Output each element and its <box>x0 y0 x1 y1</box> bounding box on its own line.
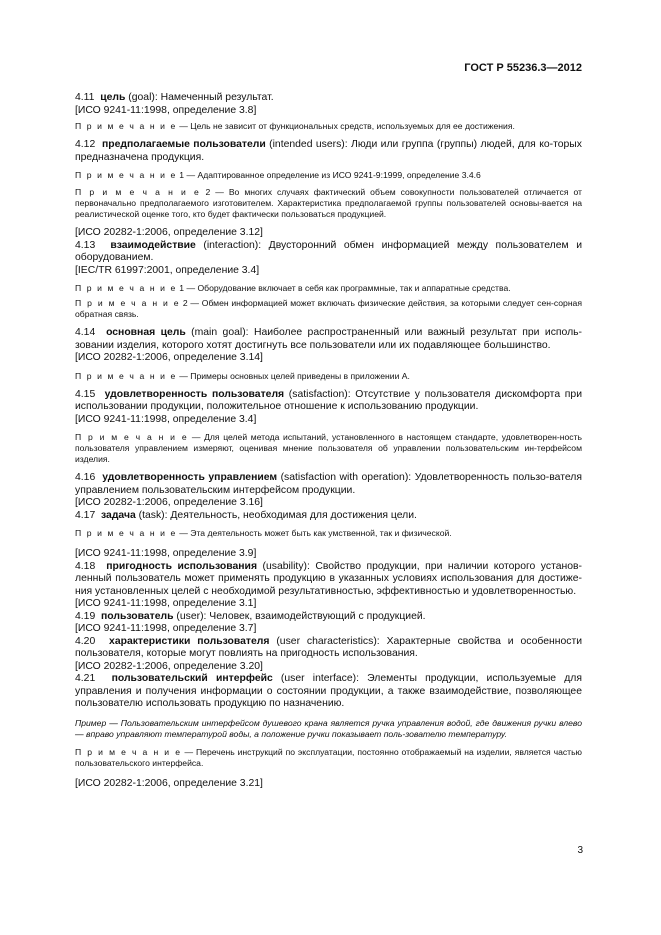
note: П р и м е ч а н и е 2 — Обмен информацией может включать физические действия, за которыми следует сен-сорная обратная связь. <box>75 298 582 319</box>
note: П р и м е ч а н и е 1 — Оборудование включает в себя как программные, так и аппаратные средства. <box>75 283 511 293</box>
reference: [ИСО 9241-11:1998, определение 3.4] <box>75 413 257 425</box>
definition-4-19: 4.19 пользователь (user): Человек, взаимодействующий с продукцией. <box>75 610 426 622</box>
reference: [ИСО 20282-1:2006, определение 3.20] <box>75 660 263 672</box>
definition-4-16: 4.16 удовлетворенность управлением (satisfaction with operation): Удовлетворенность пользо-вателя управлением пользовательским интерфейсом продукции. <box>75 472 582 496</box>
document-header: ГОСТ Р 55236.3—2012 <box>464 62 582 74</box>
note: П р и м е ч а н и е 1 — Адаптированное определение из ИСО 9241-9:1999, определение 3.4.6 <box>75 170 481 180</box>
definition-4-20: 4.20 характеристики пользователя (user characteristics): Характерные свойства и особенности пользователя, которые могут повлиять на пригодность использования. <box>75 635 583 659</box>
note: П р и м е ч а н и е — Для целей метода испытаний, установленного в настоящем стандарте, удовлетворен-ность пользователя управлением измеряют, оценивая мнение пользователя об управлении пользовательским ин-терфейсом изделия. <box>75 432 582 464</box>
definition-4-15: 4.15 удовлетворенность пользователя (satisfaction): Отсутствие у пользователя дискомфорта при использовании продукции, положительное отношение к использованию продукции. <box>75 388 582 412</box>
reference: [ИСО 20282-1:2006, определение 3.21] <box>75 777 263 789</box>
note: П р и м е ч а н и е — Примеры основных целей приведены в приложении А. <box>75 370 410 381</box>
reference: [ИСО 20282-1:2006, определение 3.16] <box>75 497 263 508</box>
page-number: 3 <box>577 845 583 856</box>
reference: [ИСО 20282-1:2006, определение 3.12] <box>75 227 263 238</box>
document-body <box>75 92 582 790</box>
reference: [ИСО 20282-1:2006, определение 3.14] <box>75 352 263 363</box>
definition-4-11: 4.11 цель (goal): Намеченный результат. <box>75 92 274 103</box>
definition-4-21: 4.21 пользовательский интерфейс (user interface): Элементы продукции, используемые для управления и получения информации о состоянии продукции, а также взаимодействие, позволяющее пользователю использовать продукцию по назначению. <box>75 673 582 709</box>
example: Пример — Пользовательским интерфейсом душевого крана является ручка управления водой, где движения ручки влево — вправо управляют температурой воды, а положение ручки показывает поль-зователю температуру. <box>75 717 582 739</box>
reference: [ИСО 9241-11:1998, определение 3.1] <box>75 598 257 609</box>
note: П р и м е ч а н и е — Перечень инструкций по эксплуатации, постоянно отображаемый на изделии, является частью пользовательского интерфейса. <box>75 746 582 768</box>
definition-4-14: 4.14 основная цель (main goal): Наиболее распространенный или важный результат при исполь-зовании изделия, которого хотят достигнуть все пользователи или их подавляющее большинство. <box>75 327 582 351</box>
note: П р и м е ч а н и е — Эта деятельность может быть как умственной, так и физической. <box>75 528 452 538</box>
reference: [ИСО 9241-11:1998, определение 3.8] <box>75 104 257 116</box>
definition-4-12: 4.12 предполагаемые пользователи (intended users): Люди или группа (группы) людей, для ко-торых предназначена продукция. <box>75 139 582 163</box>
reference: [ИСО 9241-11:1998, определение 3.7] <box>75 623 257 634</box>
reference: [ИСО 9241-11:1998, определение 3.9] <box>75 548 257 559</box>
note: П р и м е ч а н и е 2 — Во многих случаях фактический объем совокупности пользователей отличается от первоначально предполагаемого изготовителем. Характеристика предполагаемой группы пользователей основы-вается на реалистической оценке того, кто будет фактически пользоваться продукцией. <box>75 187 582 219</box>
definition-4-18: 4.18 пригодность использования (usability): Свойство продукции, при наличии которого установ-ленный пользователь может применять продукцию в указанных условиях использования для достиже-ния установленных целей с необходимой результативностью, эффективностью и удовлетворенностью. <box>75 560 582 597</box>
note: П р и м е ч а н и е — Цель не зависит от функциональных средств, используемых для ее достижения. <box>75 121 515 131</box>
reference: [IEC/TR 61997:2001, определение 3.4] <box>75 264 260 276</box>
definition-4-13: 4.13 взаимодействие (interaction): Двусторонний обмен информацией между пользователем и оборудованием. <box>75 239 582 263</box>
definition-4-17: 4.17 задача (task): Деятельность, необходимая для достижения цели. <box>75 509 417 521</box>
